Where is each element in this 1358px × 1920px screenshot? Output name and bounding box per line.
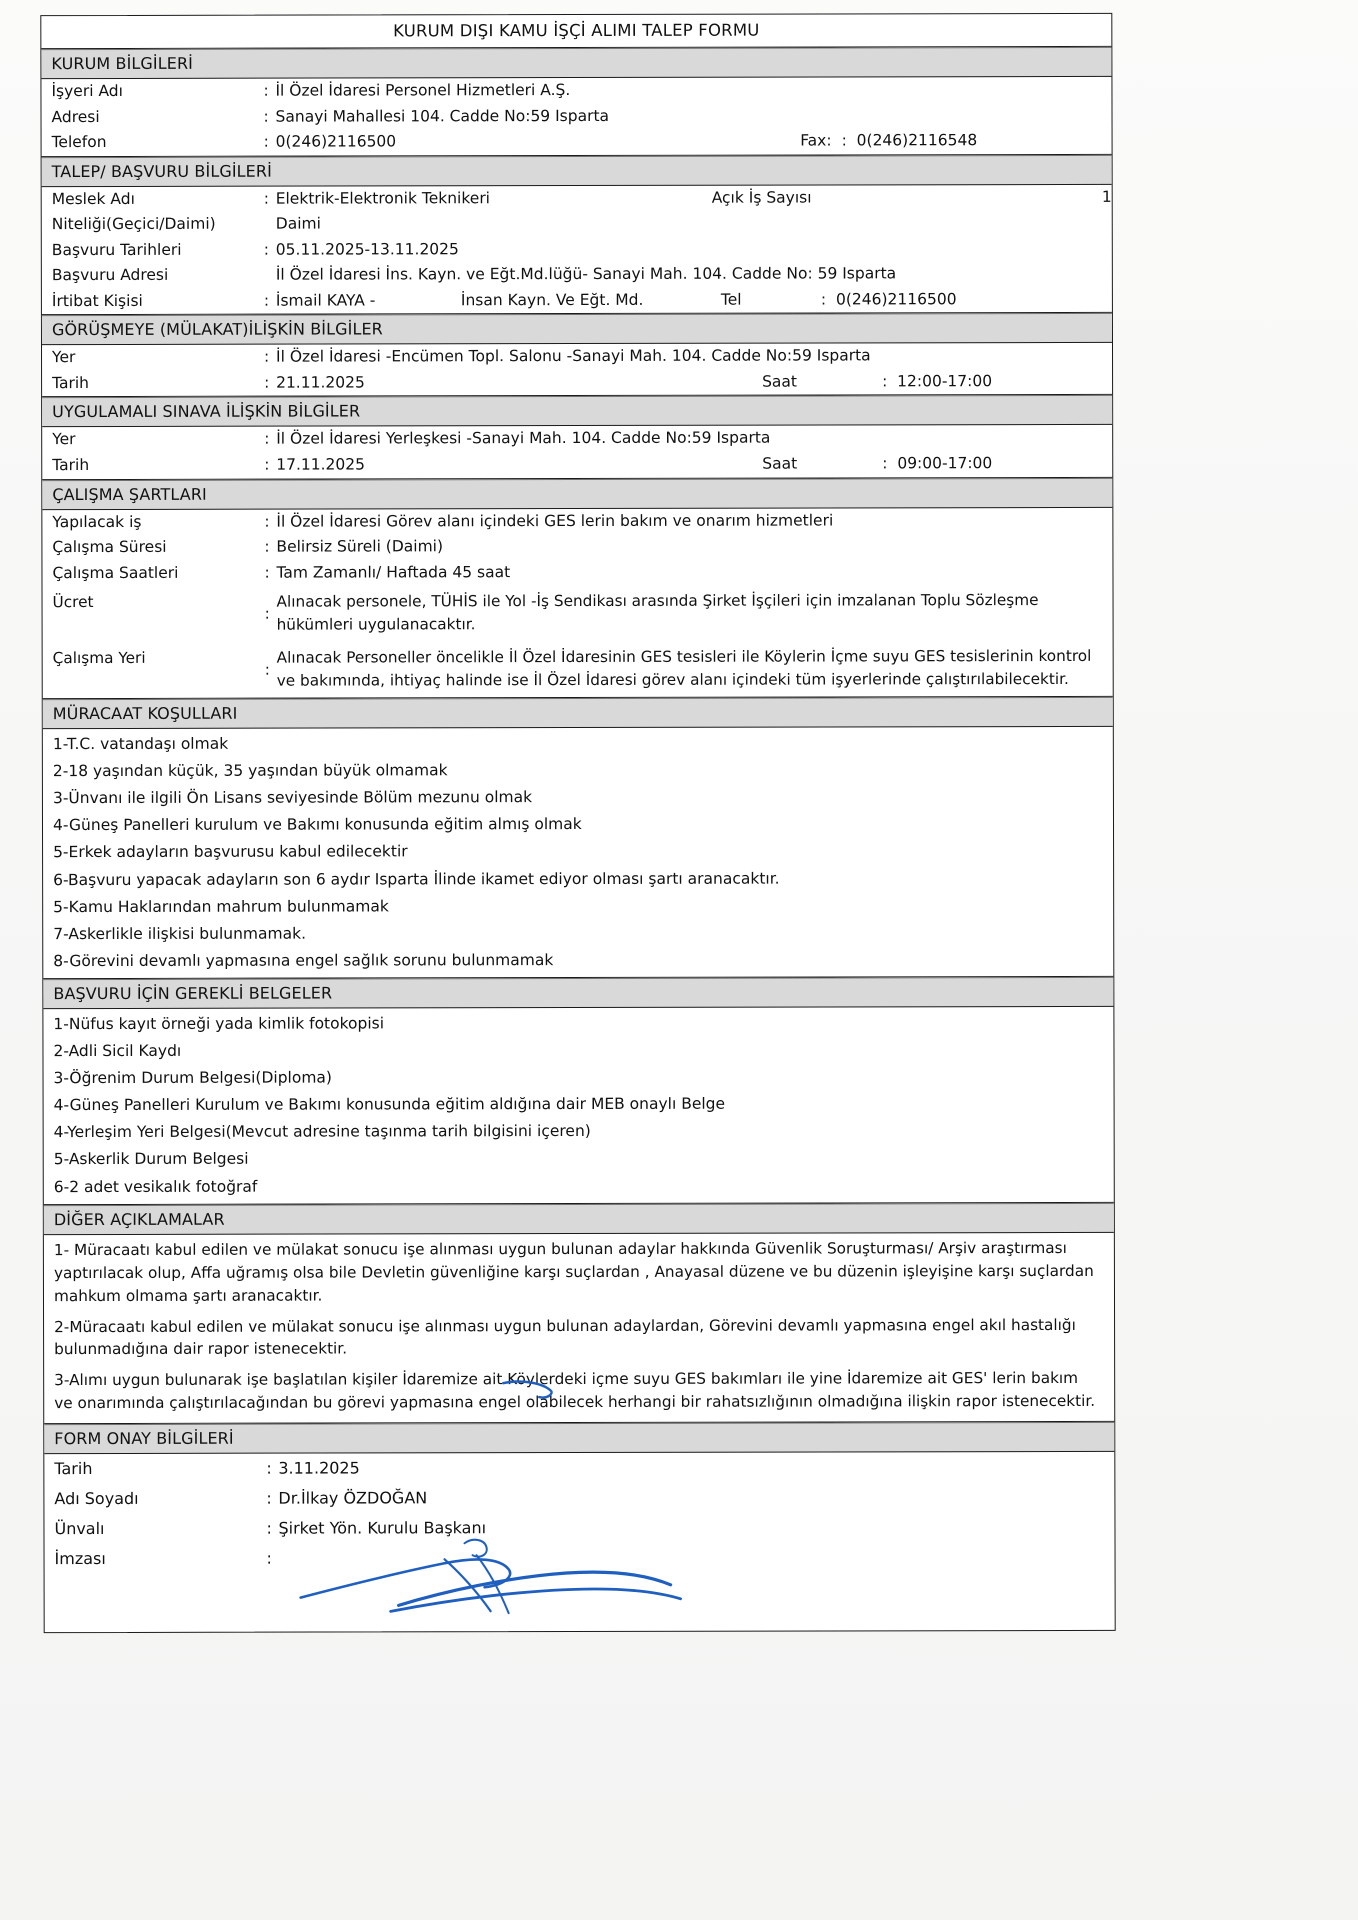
colon: : (264, 604, 270, 623)
row-interview-date (42, 369, 1112, 397)
value-interview-place: İl Özel İdaresi -Encümen Topl. Salonu -Sanayi Mah. 104. Cadde No:59 Isparta (276, 346, 871, 367)
signature-area (45, 1572, 1115, 1632)
colon: : (264, 537, 270, 556)
interview-rows (42, 343, 1112, 397)
value-work-place: Alınacak Personeller öncelikle İl Özel İdaresinin GES tesisleri ile Köylerin İçme suyu GES tesislerinin kontrol ve bakımında, ihtiyaç halinde ise İl Özel İdaresi görev alanı içindeki tüm işyerlerinde çalıştırılabilecektir. (276, 647, 1092, 690)
value-task: İl Özel İdaresi Görev alanı içindeki GES lerin bakım ve onarım hizmetleri (276, 511, 834, 531)
colon: : (264, 660, 270, 679)
label-job-nature: Niteliği(Geçici/Daimi) (51, 214, 216, 234)
section-header-required-documents: BAŞVURU İÇİN GEREKLİ BELGELER (43, 977, 1113, 1009)
colon: : (263, 81, 269, 100)
note-paragraph: 3-Alımı uygun bulunarak işe başlatılan kişiler İdaremize ait Köylerdeki içme suyu GES bakımları ile yine İdaremize ait GES' lerin bakım ve onarımında çalıştırılacağından bu görevi yapmasına engel olabilecek herhangi bir rahatsızlığının olmadığına ilişkin rapor istenecektir. (54, 1369, 1096, 1413)
value-job-nature: Daimi (275, 214, 321, 233)
colon: : (263, 107, 269, 126)
colon: : (263, 291, 270, 310)
label-hours: Çalışma Saatleri (52, 563, 179, 582)
value-contact-department: İnsan Kayn. Ve Eğt. Md. (460, 290, 644, 310)
phone-fax-group (276, 129, 1112, 154)
row-task (42, 507, 1112, 535)
colon-blank (264, 264, 276, 288)
value-workplace-name: İl Özel İdaresi Personel Hizmetleri A.Ş. (275, 81, 571, 100)
contact-group (276, 288, 1112, 313)
list-item: 3-Ünvanı ile ilgili Ön Lisans seviyesinde Bölüm mezunu olmak (52, 788, 533, 808)
row-approval-date (44, 1452, 1114, 1484)
row-contact-person (42, 287, 1112, 315)
list-item: 5-Askerlik Durum Belgesi (53, 1150, 249, 1169)
row-approver-name (44, 1482, 1114, 1514)
value-address: Sanayi Mahallesi 104. Cadde No:59 Isparta (275, 106, 610, 126)
row-interview-place (42, 343, 1112, 371)
value-interview-time: : 12:00-17:00 (882, 372, 993, 391)
row-workplace-name (41, 77, 1111, 105)
colon: : (264, 563, 270, 582)
value-exam-time: : 09:00-17:00 (882, 454, 993, 473)
colon: : (264, 455, 270, 474)
value-signature (279, 1543, 1115, 1545)
value-contact-tel: : 0(246)2116500 (820, 290, 957, 309)
label-open-positions: Açık İş Sayısı (711, 188, 812, 207)
list-item: 3-Öğrenim Durum Belgesi(Diploma) (53, 1068, 332, 1088)
label-interview-time: Saat (762, 372, 798, 391)
section-header-approval: FORM ONAY BİLGİLERİ (44, 1422, 1114, 1454)
colon-blank (264, 213, 276, 237)
section-header-institution: KURUM BİLGİLERİ (41, 47, 1111, 79)
value-approver-name: Dr.İlkay ÖZDOĞAN (278, 1488, 428, 1508)
value-approver-title: Şirket Yön. Kurulu Başkanı (278, 1518, 487, 1538)
label-exam-time: Saat (762, 454, 798, 473)
list-item: 6-2 adet vesikalık fotoğraf (53, 1177, 258, 1196)
fax-number: 0(246)2116548 (856, 131, 978, 150)
approval-rows (44, 1452, 1114, 1632)
colon: : (264, 348, 270, 367)
label-fax: Fax: (800, 131, 832, 150)
colon: : (264, 512, 270, 531)
value-hours: Tam Zamanlı/ Haftada 45 saat (276, 562, 511, 582)
label-approver-title: Ünvalı (54, 1519, 105, 1539)
interview-datetime-group (276, 370, 1112, 395)
label-wage: Ücret (52, 593, 94, 612)
list-item: 4-Yerleşim Yeri Belgesi(Mevcut adresine taşınma tarih bilgisini içeren) (53, 1122, 591, 1142)
application-conditions-list (43, 727, 1114, 979)
value-interview-date: 21.11.2025 (276, 373, 365, 392)
section-header-interview: GÖRÜŞMEYE (MÜLAKAT)İLİŞKİN BİLGİLER (42, 313, 1112, 345)
label-work-place: Çalışma Yeri (52, 648, 146, 668)
value-fax: : 0(246)2116548 (841, 131, 978, 150)
required-documents-list (43, 1007, 1113, 1205)
list-item: 5-Erkek adayların başvurusu kabul edilecektir (53, 842, 408, 862)
label-address: Adresi (51, 107, 100, 126)
row-work-place (43, 640, 1113, 698)
label-contact-person: İrtibat Kişisi (51, 291, 143, 310)
job-openings-group (276, 186, 1112, 211)
label-interview-date: Tarih (52, 373, 90, 393)
label-approval-date: Tarih (54, 1459, 93, 1479)
note-paragraph: 1- Müracaatı kabul edilen ve mülakat sonucu işe alınması uygun bulunan adaylar hakkında Güvenlik Soruşturması/ Arşiv araştırması yaptırılacak olup, Affa uğramış olsa bile Devletin güvenliğine karşı suçlardan , Anayasal düzene ve bu düzenin işleyişine karşı suçlardan mahkum olmama şartı aranacaktır. (53, 1238, 1094, 1305)
list-item: 1-Nüfus kayıt örneği yada kimlik fotokopisi (53, 1014, 385, 1034)
section-header-practical-exam: UYGULAMALI SINAVA İLİŞKİN BİLGİLER (42, 395, 1112, 427)
label-application-dates: Başvuru Tarihleri (51, 240, 182, 259)
practical-exam-rows (42, 425, 1112, 479)
row-signature (45, 1542, 1115, 1574)
list-item: 1-T.C. vatandaşı olmak (52, 734, 229, 754)
label-signature: İmzası (54, 1549, 106, 1569)
label-workplace-name: İşyeri Adı (51, 81, 123, 101)
contact-tel-number: 0(246)2116500 (835, 290, 957, 309)
label-approver-name: Adı Soyadı (54, 1489, 139, 1509)
row-application-address (42, 261, 1112, 289)
value-application-address: İl Özel İdaresi İns. Kayn. ve Eğt.Md.lüğü- Sanayi Mah. 104. Cadde No: 59 Isparta (275, 264, 897, 284)
list-item: 2-18 yaşından küçük, 35 yaşından büyük olmamak (52, 761, 448, 781)
colon: : (266, 1548, 272, 1568)
label-interview-place: Yer (52, 348, 76, 367)
row-address (41, 102, 1111, 130)
row-application-dates (42, 236, 1112, 264)
label-exam-place: Yer (52, 430, 76, 449)
section-header-request: TALEP/ BAŞVURU BİLGİLERİ (42, 155, 1112, 187)
colon: : (263, 240, 270, 259)
colon: : (266, 1518, 272, 1538)
value-exam-date: 17.11.2025 (276, 455, 366, 474)
label-task: Yapılacak iş (52, 512, 142, 531)
label-contact-tel: Tel (720, 290, 742, 309)
colon: : (263, 132, 269, 151)
interview-time-range: 12:00-17:00 (897, 372, 993, 391)
row-duration (42, 533, 1112, 561)
label-duration: Çalışma Süresi (52, 537, 167, 557)
value-open-positions: 1 (1101, 187, 1112, 206)
value-wage: Alınacak personele, TÜHİS ile Yol -İş Sendikası arasında Şirket İşçileri için imzalanan Toplu Sözleşme hükümleri uygulanacaktır. (276, 591, 1039, 634)
row-wage (43, 584, 1113, 642)
list-item: 8-Görevini devamlı yapmasına engel sağlık sorunu bulunmamak (53, 950, 554, 970)
working-conditions-rows (42, 507, 1112, 699)
value-exam-place: İl Özel İdaresi Yerleşkesi -Sanayi Mah. 104. Cadde No:59 Isparta (276, 429, 771, 449)
row-phone-fax (42, 128, 1112, 156)
list-item: 4-Güneş Panelleri Kurulum ve Bakımı konusunda eğitim aldığına dair MEB onaylı Belge (53, 1094, 726, 1115)
colon: : (264, 430, 270, 449)
colon: : (266, 1458, 272, 1478)
list-item: 2-Adli Sicil Kaydı (53, 1041, 182, 1061)
exam-time-range: 09:00-17:00 (897, 454, 993, 473)
value-contact-name: İsmail KAYA - (275, 291, 376, 310)
row-job-title (42, 185, 1112, 213)
label-job-title: Meslek Adı (51, 189, 135, 208)
value-approval-date: 3.11.2025 (278, 1458, 360, 1478)
list-item: 4-Güneş Panelleri kurulum ve Bakımı konusunda eğitim almış olmak (52, 815, 582, 835)
colon: : (266, 1488, 272, 1508)
value-application-dates: 05.11.2025-13.11.2025 (275, 239, 459, 259)
row-job-nature (42, 210, 1112, 238)
row-approver-title (44, 1512, 1114, 1544)
label-application-address: Başvuru Adresi (51, 266, 169, 285)
section-header-working-conditions: ÇALIŞMA ŞARTLARI (42, 477, 1112, 509)
value-job-title: Elektrik-Elektronik Teknikeri (275, 188, 491, 208)
exam-datetime-group (276, 452, 1112, 477)
colon: : (264, 373, 270, 392)
form-sheet (40, 13, 1115, 1634)
request-rows (42, 185, 1112, 316)
page-title: KURUM DIŞI KAMU İŞÇİ ALIMI TALEP FORMU (41, 14, 1111, 49)
colon: : (263, 189, 269, 208)
label-exam-date: Tarih (52, 456, 90, 475)
institution-rows (41, 77, 1111, 157)
label-phone: Telefon (51, 133, 107, 152)
other-notes-block (44, 1233, 1114, 1425)
row-exam-place (42, 425, 1112, 453)
list-item: 6-Başvuru yapacak adayların son 6 aydır Isparta İlinde ikamet ediyor olması şartı aranacaktır. (53, 869, 780, 889)
section-header-other-notes: DİĞER AÇIKLAMALAR (44, 1203, 1114, 1235)
value-duration: Belirsiz Süreli (Daimi) (276, 537, 444, 556)
note-paragraph: 2-Müracaatı kabul edilen ve mülakat sonucu işe alınması uygun bulunan adaylardan, Görevini devamlı yapmasına engel akıl hastalığı bulunmadığına dair rapor istenecektir. (54, 1315, 1076, 1359)
list-item: 5-Kamu Haklarından mahrum bulunmamak (53, 897, 389, 916)
list-item: 7-Askerlikle ilişkisi bulunmamak. (53, 924, 307, 943)
row-hours (42, 559, 1112, 587)
value-phone: 0(246)2116500 (275, 132, 397, 151)
section-header-application-conditions: MÜRACAAT KOŞULLARI (43, 697, 1113, 729)
row-exam-date (42, 451, 1112, 479)
